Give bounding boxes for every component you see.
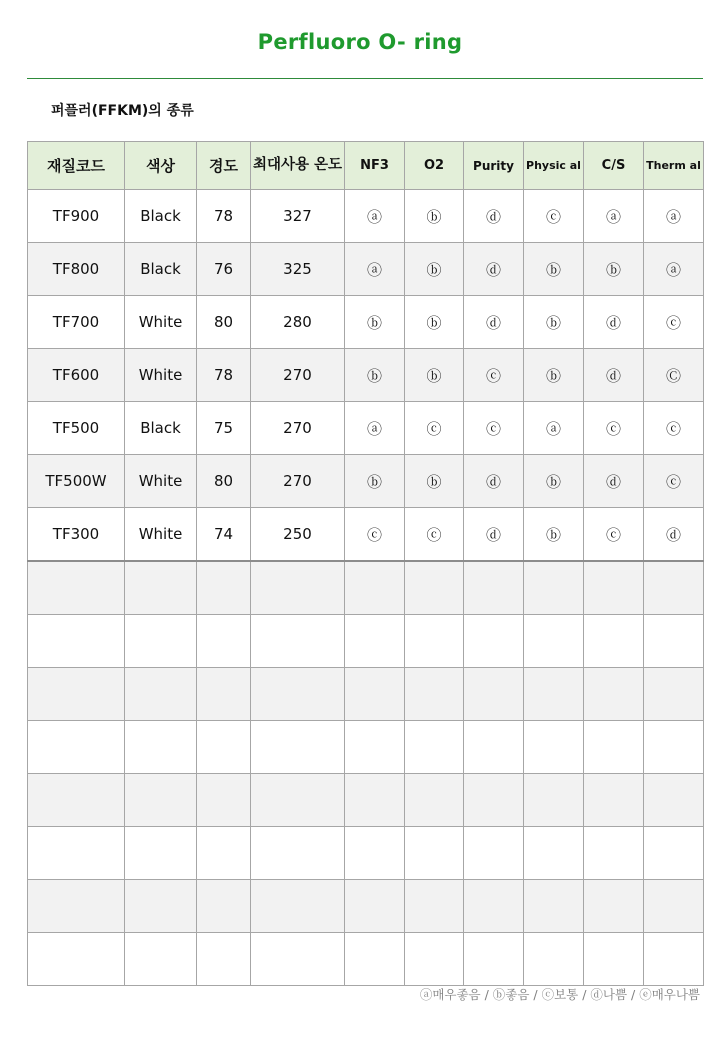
empty-cell	[251, 774, 345, 827]
empty-cell	[644, 827, 704, 880]
empty-cell	[251, 615, 345, 668]
cell-thermal: ⓐ	[644, 190, 704, 243]
cell-material-code: TF300	[28, 508, 125, 562]
cell-cs: ⓒ	[584, 402, 644, 455]
empty-cell	[345, 561, 405, 615]
table-body	[28, 190, 704, 986]
empty-cell	[584, 615, 644, 668]
empty-cell	[345, 827, 405, 880]
empty-table-row	[28, 880, 704, 933]
empty-cell	[125, 880, 197, 933]
cell-material-code: TF600	[28, 349, 125, 402]
cell-thermal: ⓓ	[644, 508, 704, 562]
cell-purity: ⓓ	[464, 508, 524, 562]
cell-color: Black	[125, 190, 197, 243]
cell-purity: ⓓ	[464, 243, 524, 296]
cell-hardness: 74	[197, 508, 251, 562]
empty-cell	[345, 933, 405, 986]
empty-cell	[28, 774, 125, 827]
empty-cell	[28, 880, 125, 933]
cell-physical: ⓑ	[524, 243, 584, 296]
empty-cell	[644, 880, 704, 933]
cell-cs: ⓒ	[584, 508, 644, 562]
cell-hardness: 80	[197, 296, 251, 349]
table-row	[28, 349, 704, 402]
empty-cell	[464, 880, 524, 933]
cell-thermal: ⓒ	[644, 296, 704, 349]
empty-cell	[464, 615, 524, 668]
empty-cell	[524, 668, 584, 721]
cell-o2: ⓑ	[405, 296, 464, 349]
table-row	[28, 508, 704, 562]
cell-max-temp: 270	[251, 349, 345, 402]
cell-hardness: 76	[197, 243, 251, 296]
cell-hardness: 80	[197, 455, 251, 508]
section-subtitle: 퍼플러(FFKM)의 종류	[51, 103, 194, 119]
cell-color: White	[125, 508, 197, 562]
empty-cell	[644, 668, 704, 721]
cell-max-temp: 250	[251, 508, 345, 562]
rating-legend: ⓐ매우좋음 / ⓑ좋음 / ⓒ보통 / ⓓ나쁨 / ⓔ매우나쁨	[419, 987, 700, 1002]
empty-cell	[405, 561, 464, 615]
cell-hardness: 78	[197, 349, 251, 402]
empty-cell	[251, 880, 345, 933]
header-max-temp: 최대사용 온도	[251, 142, 345, 190]
cell-color: Black	[125, 243, 197, 296]
empty-cell	[197, 774, 251, 827]
empty-table-row	[28, 615, 704, 668]
empty-cell	[584, 774, 644, 827]
empty-cell	[464, 721, 524, 774]
empty-cell	[125, 933, 197, 986]
empty-cell	[644, 561, 704, 615]
cell-physical: ⓑ	[524, 455, 584, 508]
empty-cell	[524, 561, 584, 615]
empty-cell	[584, 827, 644, 880]
cell-hardness: 78	[197, 190, 251, 243]
empty-cell	[524, 615, 584, 668]
page-title: Perfluoro O- ring	[257, 30, 463, 54]
empty-table-row	[28, 827, 704, 880]
empty-cell	[405, 615, 464, 668]
header-cs: C/S	[584, 142, 644, 190]
header-hardness: 경도	[197, 142, 251, 190]
empty-cell	[197, 721, 251, 774]
empty-cell	[584, 721, 644, 774]
empty-cell	[197, 668, 251, 721]
cell-material-code: TF900	[28, 190, 125, 243]
cell-o2: ⓑ	[405, 349, 464, 402]
cell-color: White	[125, 455, 197, 508]
cell-purity: ⓓ	[464, 190, 524, 243]
empty-cell	[644, 615, 704, 668]
empty-cell	[584, 561, 644, 615]
cell-nf3: ⓑ	[345, 455, 405, 508]
empty-cell	[584, 880, 644, 933]
cell-max-temp: 325	[251, 243, 345, 296]
empty-cell	[28, 615, 125, 668]
cell-purity: ⓒ	[464, 349, 524, 402]
cell-max-temp: 327	[251, 190, 345, 243]
empty-cell	[197, 615, 251, 668]
ffkm-grade-table	[27, 141, 704, 986]
cell-physical: ⓑ	[524, 349, 584, 402]
empty-cell	[28, 827, 125, 880]
empty-cell	[405, 933, 464, 986]
cell-purity: ⓓ	[464, 296, 524, 349]
cell-material-code: TF500W	[28, 455, 125, 508]
cell-thermal: Ⓒ	[644, 349, 704, 402]
cell-max-temp: 280	[251, 296, 345, 349]
cell-material-code: TF700	[28, 296, 125, 349]
table-header-row	[28, 142, 704, 190]
cell-nf3: ⓑ	[345, 349, 405, 402]
cell-color: Black	[125, 402, 197, 455]
empty-cell	[251, 561, 345, 615]
header-purity: Purity	[464, 142, 524, 190]
empty-cell	[584, 668, 644, 721]
empty-cell	[125, 561, 197, 615]
cell-nf3: ⓑ	[345, 296, 405, 349]
empty-cell	[464, 827, 524, 880]
empty-cell	[251, 933, 345, 986]
cell-nf3: ⓐ	[345, 243, 405, 296]
empty-cell	[345, 615, 405, 668]
empty-cell	[464, 668, 524, 721]
empty-cell	[464, 561, 524, 615]
empty-cell	[524, 827, 584, 880]
empty-cell	[345, 880, 405, 933]
empty-cell	[405, 880, 464, 933]
header-material-code: 재질코드	[28, 142, 125, 190]
cell-cs: ⓐ	[584, 190, 644, 243]
empty-cell	[28, 721, 125, 774]
empty-cell	[644, 933, 704, 986]
empty-cell	[405, 721, 464, 774]
empty-cell	[251, 668, 345, 721]
empty-cell	[464, 933, 524, 986]
header-nf3: NF3	[345, 142, 405, 190]
empty-cell	[584, 933, 644, 986]
empty-cell	[524, 774, 584, 827]
cell-purity: ⓒ	[464, 402, 524, 455]
header-physical: Physic al	[524, 142, 584, 190]
table-row	[28, 402, 704, 455]
cell-cs: ⓓ	[584, 296, 644, 349]
empty-cell	[405, 774, 464, 827]
table-row	[28, 190, 704, 243]
cell-thermal: ⓐ	[644, 243, 704, 296]
empty-cell	[251, 721, 345, 774]
cell-o2: ⓑ	[405, 190, 464, 243]
cell-physical: ⓑ	[524, 508, 584, 562]
cell-cs: ⓓ	[584, 455, 644, 508]
table-row	[28, 296, 704, 349]
cell-color: White	[125, 296, 197, 349]
table-row	[28, 243, 704, 296]
cell-nf3: ⓐ	[345, 190, 405, 243]
empty-cell	[125, 668, 197, 721]
cell-thermal: ⓒ	[644, 455, 704, 508]
table-row	[28, 455, 704, 508]
empty-table-row	[28, 561, 704, 615]
empty-cell	[28, 561, 125, 615]
empty-table-row	[28, 774, 704, 827]
empty-cell	[644, 774, 704, 827]
empty-cell	[405, 827, 464, 880]
empty-cell	[197, 880, 251, 933]
empty-cell	[345, 721, 405, 774]
cell-o2: ⓑ	[405, 455, 464, 508]
cell-hardness: 75	[197, 402, 251, 455]
empty-table-row	[28, 933, 704, 986]
cell-purity: ⓓ	[464, 455, 524, 508]
empty-cell	[345, 774, 405, 827]
empty-cell	[345, 668, 405, 721]
empty-table-row	[28, 721, 704, 774]
cell-cs: ⓑ	[584, 243, 644, 296]
header-o2: O2	[405, 142, 464, 190]
cell-nf3: ⓒ	[345, 508, 405, 562]
title-divider	[27, 78, 703, 79]
cell-o2: ⓒ	[405, 508, 464, 562]
header-thermal: Therm al	[644, 142, 704, 190]
cell-cs: ⓓ	[584, 349, 644, 402]
empty-cell	[464, 774, 524, 827]
empty-cell	[28, 668, 125, 721]
empty-cell	[524, 933, 584, 986]
empty-cell	[251, 827, 345, 880]
cell-physical: ⓐ	[524, 402, 584, 455]
empty-cell	[524, 721, 584, 774]
empty-cell	[197, 933, 251, 986]
cell-material-code: TF500	[28, 402, 125, 455]
empty-cell	[125, 615, 197, 668]
header-color: 색상	[125, 142, 197, 190]
empty-cell	[644, 721, 704, 774]
empty-cell	[28, 933, 125, 986]
cell-physical: ⓒ	[524, 190, 584, 243]
cell-o2: ⓒ	[405, 402, 464, 455]
cell-nf3: ⓐ	[345, 402, 405, 455]
empty-table-row	[28, 668, 704, 721]
cell-physical: ⓑ	[524, 296, 584, 349]
empty-cell	[197, 561, 251, 615]
empty-cell	[125, 827, 197, 880]
empty-cell	[125, 721, 197, 774]
cell-material-code: TF800	[28, 243, 125, 296]
empty-cell	[405, 668, 464, 721]
empty-cell	[197, 827, 251, 880]
cell-max-temp: 270	[251, 402, 345, 455]
cell-color: White	[125, 349, 197, 402]
cell-o2: ⓑ	[405, 243, 464, 296]
cell-max-temp: 270	[251, 455, 345, 508]
cell-thermal: ⓒ	[644, 402, 704, 455]
empty-cell	[524, 880, 584, 933]
empty-cell	[125, 774, 197, 827]
